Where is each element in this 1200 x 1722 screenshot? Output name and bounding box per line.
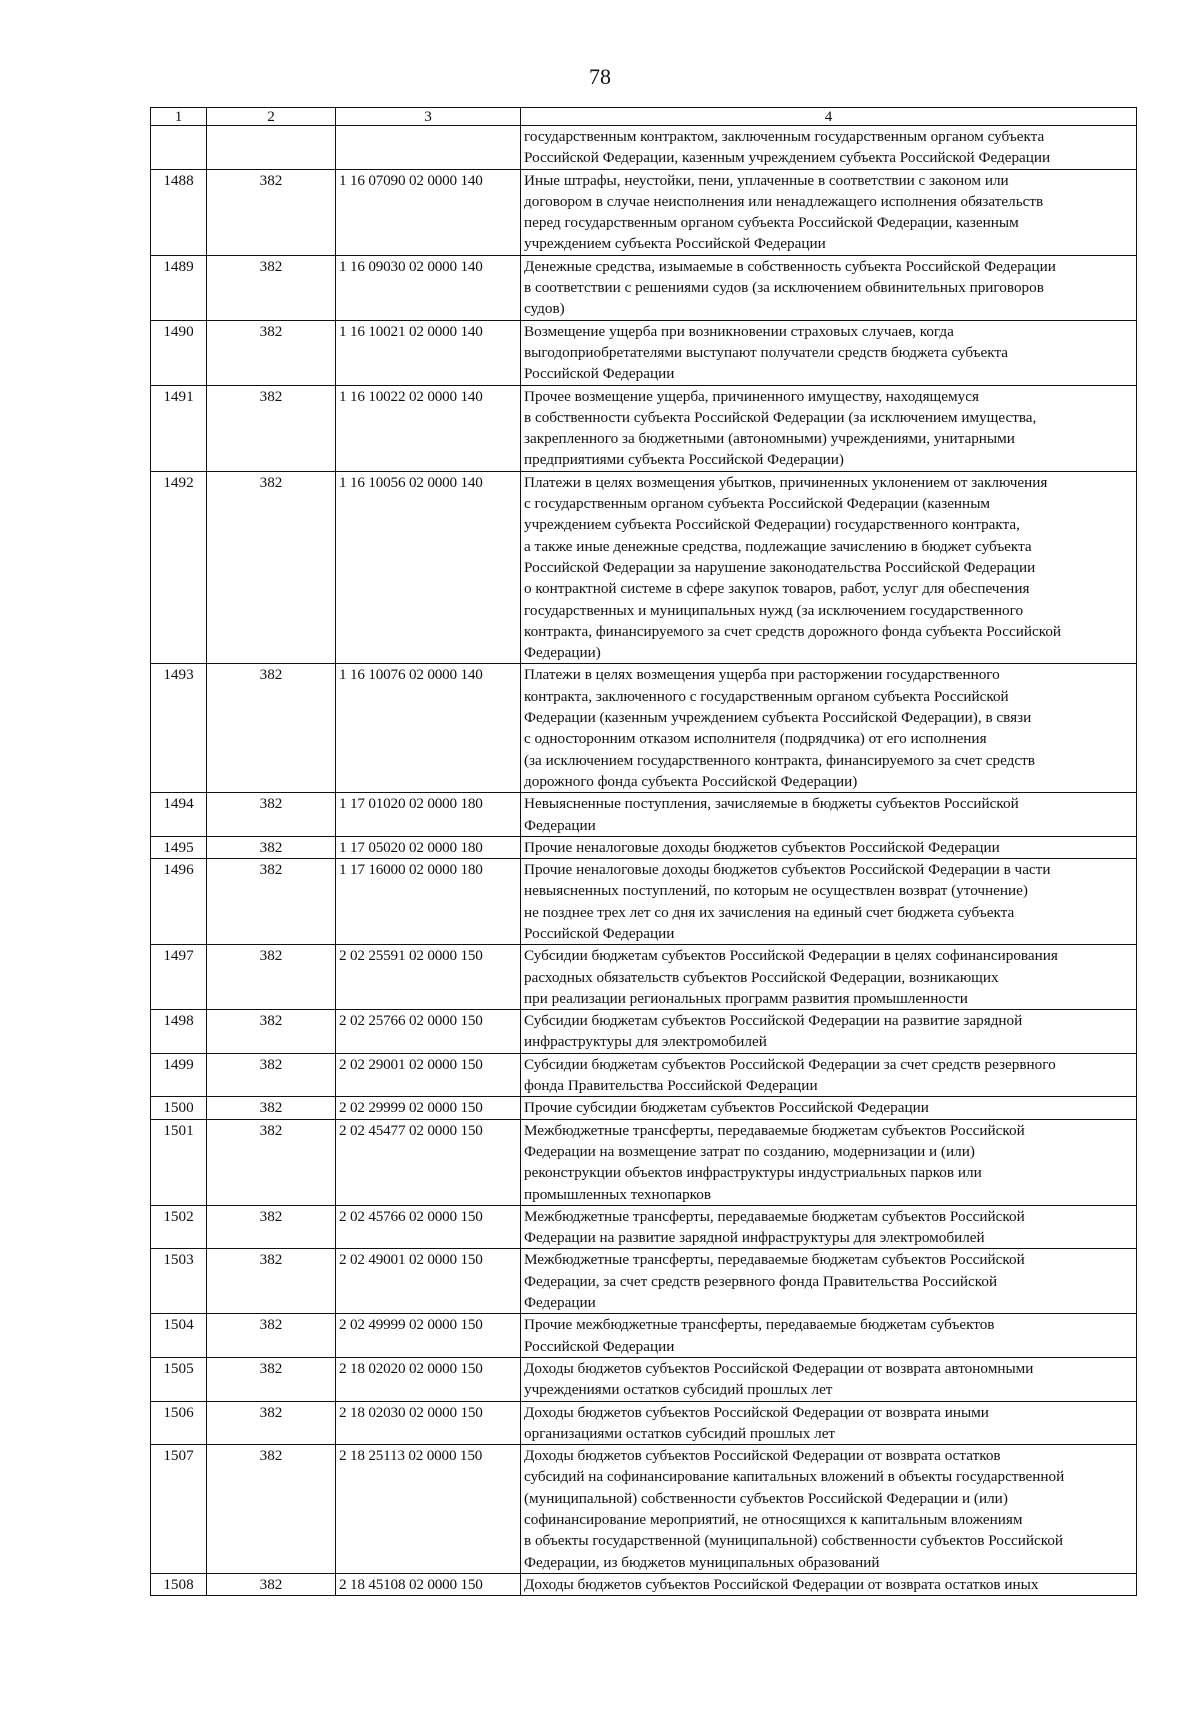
admin-code-cell: 382 <box>207 385 336 471</box>
description-line: не позднее трех лет со дня их зачисления на единый счет бюджета субъекта <box>524 903 1015 921</box>
table-row <box>151 320 1137 385</box>
classification-code-cell: 2 02 25591 02 0000 150 <box>336 945 521 1010</box>
description-line: Федерации на возмещение затрат по созданию, модернизации и (или) <box>524 1142 975 1160</box>
description-line: Субсидии бюджетам субъектов Российской Федерации за счет средств резервного <box>524 1055 1056 1073</box>
description-line: Российской Федерации за нарушение законодательства Российской Федерации <box>524 558 1036 576</box>
description-line: государственным контрактом, заключенным государственным органом субъекта <box>524 128 1045 145</box>
description-line: договором в случае неисполнения или ненадлежащего исполнения обязательств <box>524 192 1044 210</box>
description-line: Платежи в целях возмещения убытков, причиненных уклонением от заключения <box>524 473 1048 491</box>
classification-code-cell: 2 02 29999 02 0000 150 <box>336 1097 521 1119</box>
classification-code-cell: 2 02 45766 02 0000 150 <box>336 1205 521 1249</box>
description-cell <box>521 945 1137 1010</box>
classification-code-cell: 1 16 09030 02 0000 140 <box>336 255 521 320</box>
description-cell <box>521 320 1137 385</box>
description-cell <box>521 1357 1137 1401</box>
description-cell <box>521 1097 1137 1119</box>
description-line: Межбюджетные трансферты, передаваемые бюджетам субъектов Российской <box>524 1251 1025 1269</box>
description-cell <box>521 1573 1137 1595</box>
description-line: Федерации на развитие зарядной инфраструктуры для электромобилей <box>524 1229 985 1247</box>
classification-code-cell: 1 17 05020 02 0000 180 <box>336 836 521 858</box>
admin-code-cell: 382 <box>207 1053 336 1097</box>
admin-code-cell: 382 <box>207 1010 336 1054</box>
description-cell <box>521 859 1137 945</box>
description-line: Денежные средства, изымаемые в собственность субъекта Российской Федерации <box>524 257 1056 275</box>
row-number-cell: 1493 <box>151 664 207 793</box>
description-cell <box>521 471 1137 664</box>
admin-code-cell: 382 <box>207 1445 336 1574</box>
description-line: с односторонним отказом исполнителя (подрядчика) от его исполнения <box>524 730 987 748</box>
description-line: Платежи в целях возмещения ущерба при расторжении государственного <box>524 666 1000 684</box>
admin-code-cell: 382 <box>207 1205 336 1249</box>
classification-code-cell: 1 17 01020 02 0000 180 <box>336 793 521 837</box>
row-number-cell: 1488 <box>151 169 207 255</box>
description-line: о контрактной системе в сфере закупок товаров, работ, услуг для обеспечения <box>524 580 1030 598</box>
classification-code-cell: 1 17 16000 02 0000 180 <box>336 859 521 945</box>
row-number-cell: 1495 <box>151 836 207 858</box>
description-line: выгодоприобретателями выступают получатели средств бюджета субъекта <box>524 343 1009 361</box>
description-line: Прочие неналоговые доходы бюджетов субъектов Российской Федерации в части <box>524 861 1051 879</box>
admin-code-cell: 382 <box>207 793 336 837</box>
classification-code-cell: 2 02 45477 02 0000 150 <box>336 1119 521 1205</box>
header-col-2: 2 <box>207 108 336 126</box>
table-row <box>151 1445 1137 1574</box>
table-row <box>151 1573 1137 1595</box>
description-cell <box>521 1401 1137 1445</box>
table-row <box>151 1205 1137 1249</box>
table-row <box>151 385 1137 471</box>
admin-code-cell: 382 <box>207 1119 336 1205</box>
description-cell <box>521 1010 1137 1054</box>
description-line: расходных обязательств субъектов Российской Федерации, возникающих <box>524 968 999 986</box>
description-line: судов) <box>524 300 565 318</box>
description-line: Субсидии бюджетам субъектов Российской Федерации на развитие зарядной <box>524 1012 1023 1030</box>
description-cell <box>521 255 1137 320</box>
table-row <box>151 1119 1137 1205</box>
description-line: Иные штрафы, неустойки, пени, уплаченные в соответствии с законом или <box>524 171 1009 189</box>
description-line: инфраструктуры для электромобилей <box>524 1033 767 1051</box>
description-line: софинансирование мероприятий, не относящихся к капитальным вложениям <box>524 1511 1023 1528</box>
continuation-description <box>521 126 1137 170</box>
classification-code-cell: 1 16 10056 02 0000 140 <box>336 471 521 664</box>
row-number-cell: 1501 <box>151 1119 207 1205</box>
classification-code-cell: 1 16 10021 02 0000 140 <box>336 320 521 385</box>
description-cell <box>521 385 1137 471</box>
header-col-3: 3 <box>336 108 521 126</box>
description-line: Федерации <box>524 1294 596 1312</box>
classification-code-cell: 2 18 45108 02 0000 150 <box>336 1573 521 1595</box>
table-row <box>151 945 1137 1010</box>
classification-code-cell: 1 16 10076 02 0000 140 <box>336 664 521 793</box>
admin-code-cell: 382 <box>207 320 336 385</box>
description-line: Федерации) <box>524 644 601 662</box>
description-line: в объекты государственной (муниципальной) собственности субъектов Российской <box>524 1532 1064 1550</box>
row-number-cell: 1504 <box>151 1314 207 1358</box>
table-row <box>151 1010 1137 1054</box>
description-line: а также иные денежные средства, подлежащие зачислению в бюджет субъекта <box>524 537 1032 555</box>
description-line: учреждением субъекта Российской Федерации <box>524 235 826 253</box>
description-line: (за исключением государственного контракта, финансируемого за счет средств <box>524 751 1035 769</box>
table-row <box>151 793 1137 837</box>
table-row <box>151 169 1137 255</box>
admin-code-cell: 382 <box>207 169 336 255</box>
description-cell <box>521 836 1137 858</box>
description-line: Прочие субсидии бюджетам субъектов Российской Федерации <box>524 1099 929 1117</box>
admin-code-cell: 382 <box>207 1401 336 1445</box>
classification-code-cell: 2 18 02030 02 0000 150 <box>336 1401 521 1445</box>
description-line: Российской Федерации <box>524 365 675 383</box>
description-cell <box>521 664 1137 793</box>
row-number-cell: 1503 <box>151 1249 207 1314</box>
admin-code-cell: 382 <box>207 945 336 1010</box>
row-number-cell: 1507 <box>151 1445 207 1574</box>
description-line: государственных и муниципальных нужд (за исключением государственного <box>524 601 1024 619</box>
description-line: Прочее возмещение ущерба, причиненного имуществу, находящемуся <box>524 387 979 405</box>
table-row <box>151 836 1137 858</box>
admin-code-cell: 382 <box>207 1097 336 1119</box>
table-row <box>151 1053 1137 1097</box>
description-line: закрепленного за бюджетными (автономными) учреждениями, унитарными <box>524 430 1015 448</box>
description-line: контракта, заключенного с государственным органом субъекта Российской <box>524 687 1009 705</box>
description-line: предприятиями субъекта Российской Федерации) <box>524 451 844 469</box>
description-line: фонда Правительства Российской Федерации <box>524 1077 818 1095</box>
classification-code-cell: 1 16 10022 02 0000 140 <box>336 385 521 471</box>
description-line: дорожного фонда субъекта Российской Федерации) <box>524 772 858 790</box>
description-line: Доходы бюджетов субъектов Российской Федерации от возврата остатков <box>524 1447 1001 1465</box>
description-line: Российской Федерации <box>524 924 675 942</box>
table-row <box>151 1401 1137 1445</box>
description-cell <box>521 169 1137 255</box>
description-line: Невыясненные поступления, зачисляемые в бюджеты субъектов Российской <box>524 795 1019 813</box>
description-line: Межбюджетные трансферты, передаваемые бюджетам субъектов Российской <box>524 1121 1025 1139</box>
row-number-cell: 1500 <box>151 1097 207 1119</box>
description-line: Российской Федерации <box>524 1337 675 1355</box>
row-number-cell: 1492 <box>151 471 207 664</box>
description-cell <box>521 1053 1137 1097</box>
description-line: Федерации <box>524 816 596 834</box>
table-row <box>151 859 1137 945</box>
description-line: Российской Федерации, казенным учреждением субъекта Российской Федерации <box>524 149 1051 167</box>
admin-code-cell: 382 <box>207 1573 336 1595</box>
description-line: Доходы бюджетов субъектов Российской Федерации от возврата остатков иных <box>524 1575 1039 1593</box>
continuation-row <box>151 126 1137 170</box>
page-number: 78 <box>589 64 611 89</box>
table-row <box>151 1097 1137 1119</box>
continuation-admin-cell <box>207 126 336 170</box>
description-line: невыясненных поступлений, по которым не осуществлен возврат (уточнение) <box>524 882 1028 900</box>
row-number-cell: 1502 <box>151 1205 207 1249</box>
description-line: в собственности субъекта Российской Федерации (за исключением имущества, <box>524 408 1037 426</box>
description-line: Федерации, за счет средств резервного фонда Правительства Российской <box>524 1272 998 1290</box>
admin-code-cell: 382 <box>207 664 336 793</box>
description-line: субсидий на софинансирование капитальных вложений в объекты государственной <box>524 1468 1065 1486</box>
row-number-cell: 1498 <box>151 1010 207 1054</box>
row-number-cell: 1491 <box>151 385 207 471</box>
description-line: реконструкции объектов инфраструктуры индустриальных парков или <box>524 1164 982 1182</box>
description-line: с государственным органом субъекта Российской Федерации (казенным <box>524 495 991 513</box>
description-line: учреждениями остатков субсидий прошлых лет <box>524 1381 833 1399</box>
table-row <box>151 1249 1137 1314</box>
description-line: Прочие межбюджетные трансферты, передаваемые бюджетам субъектов <box>524 1316 995 1334</box>
description-line: Федерации, из бюджетов муниципальных образований <box>524 1553 880 1571</box>
budget-classification-table <box>150 107 1137 1596</box>
description-line: в соответствии с решениями судов (за исключением обвинительных приговоров <box>524 279 1044 297</box>
table-row <box>151 664 1137 793</box>
table-row <box>151 1357 1137 1401</box>
table-row <box>151 1314 1137 1358</box>
description-line: контракта, финансируемого за счет средств дорожного фонда субъекта Российской <box>524 622 1062 640</box>
classification-code-cell: 2 02 25766 02 0000 150 <box>336 1010 521 1054</box>
description-cell <box>521 1314 1137 1358</box>
header-col-1: 1 <box>151 108 207 126</box>
row-number-cell: 1505 <box>151 1357 207 1401</box>
description-line: организациями остатков субсидий прошлых лет <box>524 1424 836 1442</box>
description-cell <box>521 793 1137 837</box>
classification-code-cell: 2 18 02020 02 0000 150 <box>336 1357 521 1401</box>
continuation-code-cell <box>336 126 521 170</box>
description-line: Прочие неналоговые доходы бюджетов субъектов Российской Федерации <box>524 838 1000 856</box>
row-number-cell: 1508 <box>151 1573 207 1595</box>
table-header-row <box>151 108 1137 126</box>
description-cell <box>521 1445 1137 1574</box>
continuation-num-cell <box>151 126 207 170</box>
row-number-cell: 1497 <box>151 945 207 1010</box>
description-line: при реализации региональных программ развития промышленности <box>524 989 968 1007</box>
row-number-cell: 1494 <box>151 793 207 837</box>
description-cell <box>521 1249 1137 1314</box>
admin-code-cell: 382 <box>207 859 336 945</box>
classification-code-cell: 2 02 49001 02 0000 150 <box>336 1249 521 1314</box>
description-line: Субсидии бюджетам субъектов Российской Федерации в целях софинансирования <box>524 947 1058 965</box>
description-line: Межбюджетные трансферты, передаваемые бюджетам субъектов Российской <box>524 1207 1025 1225</box>
row-number-cell: 1499 <box>151 1053 207 1097</box>
classification-code-cell: 2 18 25113 02 0000 150 <box>336 1445 521 1574</box>
admin-code-cell: 382 <box>207 255 336 320</box>
classification-code-cell: 2 02 49999 02 0000 150 <box>336 1314 521 1358</box>
description-line: (муниципальной) собственности субъектов Российской Федерации и (или) <box>524 1489 1008 1507</box>
row-number-cell: 1496 <box>151 859 207 945</box>
row-number-cell: 1489 <box>151 255 207 320</box>
description-line: Доходы бюджетов субъектов Российской Федерации от возврата иными <box>524 1403 989 1421</box>
description-line: учреждением субъекта Российской Федерации) государственного контракта, <box>524 516 1020 534</box>
description-line: Федерации (казенным учреждением субъекта Российской Федерации), в связи <box>524 709 1032 727</box>
admin-code-cell: 382 <box>207 836 336 858</box>
description-line: промышленных технопарков <box>524 1185 712 1203</box>
row-number-cell: 1490 <box>151 320 207 385</box>
description-cell <box>521 1119 1137 1205</box>
classification-code-cell: 1 16 07090 02 0000 140 <box>336 169 521 255</box>
description-cell <box>521 1205 1137 1249</box>
admin-code-cell: 382 <box>207 471 336 664</box>
admin-code-cell: 382 <box>207 1314 336 1358</box>
admin-code-cell: 382 <box>207 1357 336 1401</box>
classification-code-cell: 2 02 29001 02 0000 150 <box>336 1053 521 1097</box>
description-line: Доходы бюджетов субъектов Российской Федерации от возврата автономными <box>524 1359 1034 1377</box>
row-number-cell: 1506 <box>151 1401 207 1445</box>
table-row <box>151 471 1137 664</box>
description-line: перед государственным органом субъекта Российской Федерации, казенным <box>524 214 1019 232</box>
description-line: Возмещение ущерба при возникновении страховых случаев, когда <box>524 322 954 340</box>
table-row <box>151 255 1137 320</box>
header-col-4: 4 <box>521 108 1137 126</box>
admin-code-cell: 382 <box>207 1249 336 1314</box>
